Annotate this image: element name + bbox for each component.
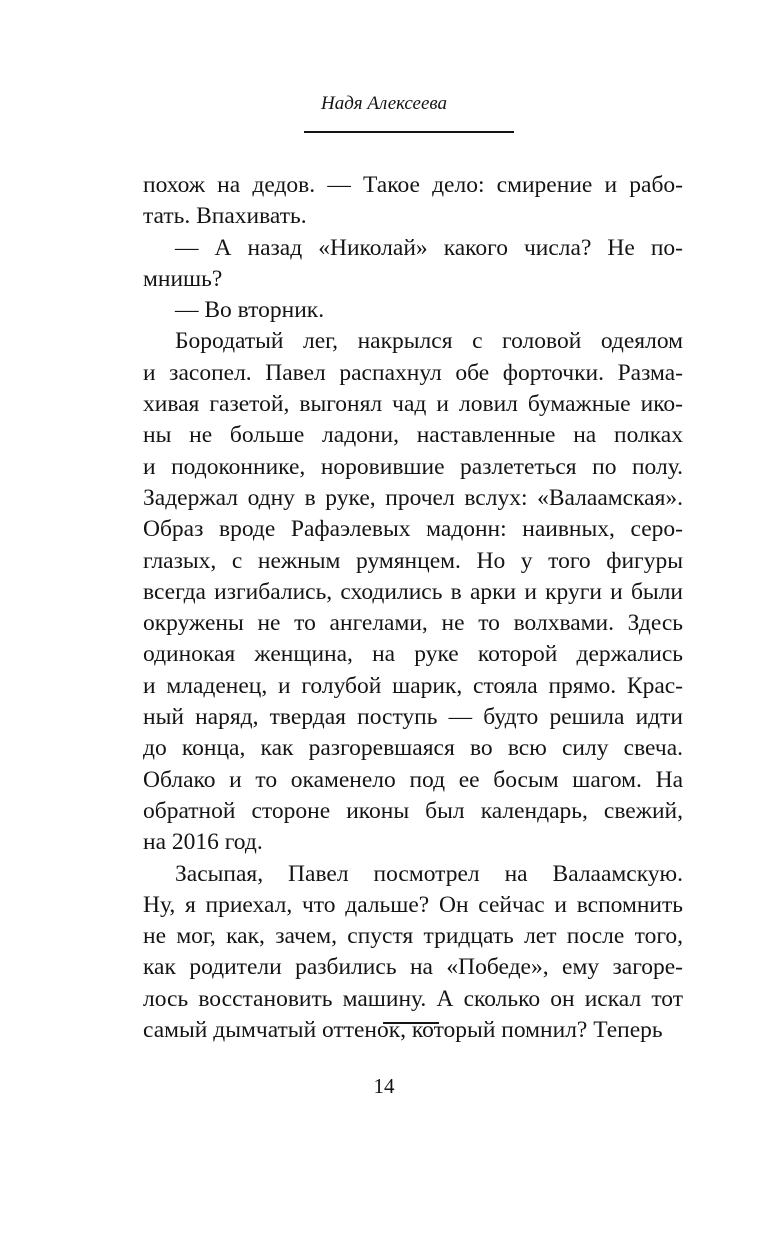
paragraph <box>143 170 683 233</box>
text-line: обратной стороне иконы был календарь, свежий, <box>143 797 683 824</box>
text-line: и засопел. Павел распахнул обе форточки. Разма- <box>143 359 683 386</box>
paragraph <box>143 859 683 1047</box>
text-line: — А назад «Николай» какого числа? Не по- <box>175 234 683 261</box>
footer-rule <box>383 1022 439 1024</box>
text-line: как родители разбились на «Победе», ему загоре- <box>143 954 683 981</box>
text-line: Облако и то окаменело под ее босым шагом. На <box>143 766 683 793</box>
text-line: и подоконнике, норовившие разлететься по полу. <box>143 453 683 480</box>
text-line: — Во вторник. <box>175 297 325 324</box>
text-line: хивая газетой, выгонял чад и ловил бумажные ико- <box>143 391 683 418</box>
header-rule <box>304 131 514 133</box>
text-line: не мог, как, зачем, спустя тридцать лет после того, <box>143 923 683 950</box>
paragraph <box>143 326 683 858</box>
text-line: одинокая женщина, на руке которой держались <box>143 641 683 668</box>
text-line: Бородатый лег, накрылся с головой одеялом <box>175 328 683 355</box>
text-line: Образ вроде Рафаэлевых мадонн: наивных, серо- <box>143 516 683 543</box>
text-line: ный наряд, твердая поступь — будто решила идти <box>143 704 683 731</box>
text-line: Задержал одну в руке, прочел вслух: «Валаамская». <box>143 484 683 511</box>
text-line: на 2016 год. <box>143 829 263 856</box>
text-line: до конца, как разгоревшаяся во всю силу свеча. <box>143 735 683 762</box>
text-line: ны не больше ладони, наставленные на полках <box>143 422 683 449</box>
text-line: всегда изгибались, сходились в арки и круги и были <box>143 578 683 605</box>
text-line: Засыпая, Павел посмотрел на Валаамскую. <box>175 860 683 887</box>
running-title: Надя Алексеева <box>320 93 448 114</box>
text-line: тать. Впахивать. <box>143 203 307 230</box>
page-number: 14 <box>373 1074 395 1098</box>
text-line: Ну, я приехал, что дальше? Он сейчас и вспомнить <box>143 891 683 918</box>
paragraph <box>143 233 683 296</box>
text-line: глазых, с нежным румянцем. Но у того фигуры <box>143 547 683 574</box>
text-line: окружены не то ангелами, не то волхвами. Здесь <box>143 610 683 637</box>
paragraph <box>143 295 683 326</box>
text-line: мнишь? <box>143 265 223 292</box>
text-line: лось восстановить машину. А сколько он искал тот <box>143 985 683 1012</box>
text-line: и младенец, и голубой шарик, стояла прямо. Крас- <box>143 672 683 699</box>
text-line: самый дымчатый оттенок, который помнил? Теперь <box>143 1017 663 1044</box>
text-line: похож на дедов. — Такое дело: смирение и рабо- <box>143 172 683 198</box>
body-text <box>143 170 683 1046</box>
